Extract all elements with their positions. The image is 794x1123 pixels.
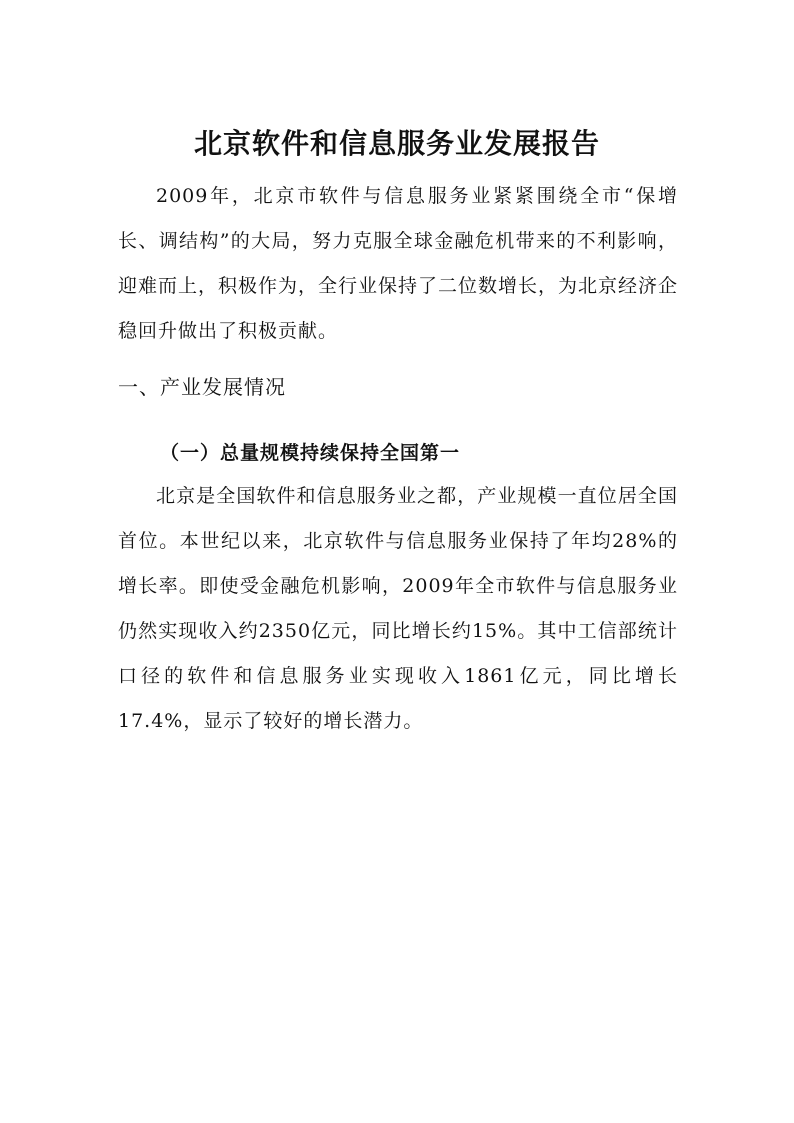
- section-heading: 一、产业发展情况: [118, 375, 286, 399]
- subsection-paragraph: 北京是全国软件和信息服务业之都，产业规模一直位居全国首位。本世纪以来，北京软件与信息服务业保持了年均28%的增长率。即使受金融危机影响，2009年全市软件与信息服务业仍然实现收入约2350亿元，同比增长约15%。其中工信部统计口径的软件和信息服务业实现收入1861亿元，同比增长17.4%，显示了较好的增长潜力。: [118, 485, 678, 732]
- document-title: 北京软件和信息服务业发展报告: [193, 127, 600, 160]
- intro-paragraph: 2009年，北京市软件与信息服务业紧紧围绕全市“保增长、调结构”的大局，努力克服全球金融危机带来的不利影响，迎难而上，积极作为，全行业保持了二位数增长，为北京经济企稳回升做出了积极贡献。: [118, 185, 679, 342]
- subsection-heading: （一）总量规模持续保持全国第一: [160, 442, 461, 464]
